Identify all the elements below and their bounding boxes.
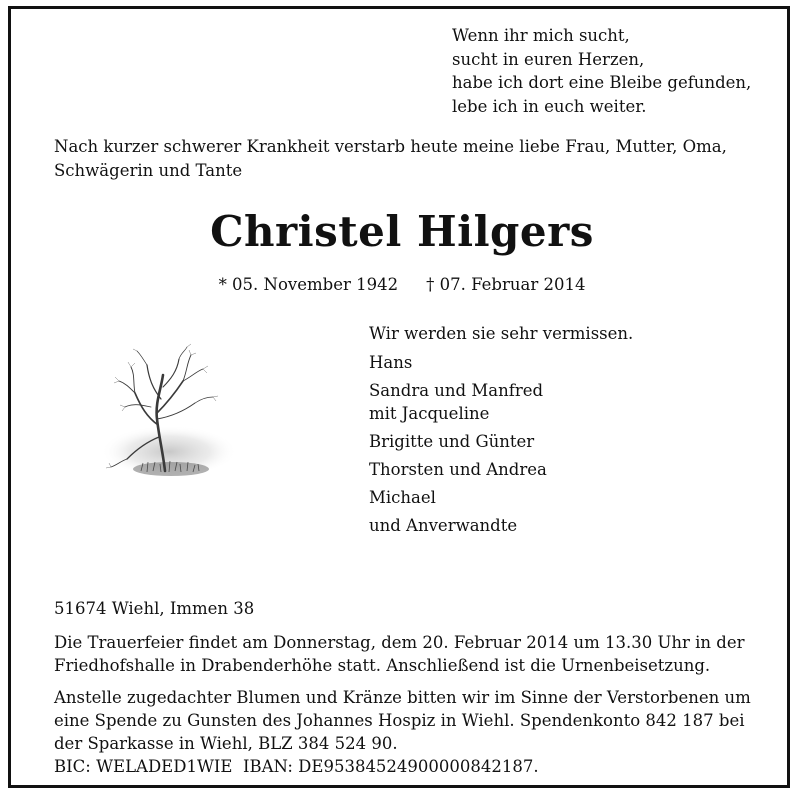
mourner-name: und Anverwandte [369,516,518,535]
donation-line: eine Spende zu Gunsten des Johannes Hospiz in Wiehl. Spendenkonto 842 187 bei [54,711,745,730]
donation-line: Anstelle zugedachter Blumen und Kränze bitten wir im Sinne der Verstorbenen um [54,688,751,707]
poem [452,24,751,118]
intro-line: Nach kurzer schwerer Krankheit verstarb heute meine liebe Frau, Mutter, Oma, [54,137,727,156]
mourner-entry [369,458,633,481]
mourner-name: Sandra und Manfred [369,381,544,400]
bank-details: BIC: WELADED1WIE IBAN: DE95384524900000842187. [54,757,539,776]
deceased-name: Christel Hilgers [210,207,594,256]
donation-notice [54,686,774,778]
mourner-entry [369,514,633,537]
life-dates [11,275,793,294]
address: 51674 Wiehl, Immen 38 [54,599,255,618]
ceremony-notice [54,631,774,677]
footer-info [54,597,774,778]
birth-date: * 05. November 1942 [218,275,399,294]
mourner-entry [369,351,633,374]
mourner-entry [369,430,633,453]
poem-line: Wenn ihr mich sucht, [452,26,630,45]
mourner-name: Brigitte und Günter [369,432,535,451]
tree-icon [91,341,241,491]
ceremony-line: Friedhofshalle in Drabenderhöhe statt. Anschließend ist die Urnenbeisetzung. [54,656,711,675]
mourners-message: Wir werden sie sehr vermissen. [369,324,634,343]
poem-line: habe ich dort eine Bleibe gefunden, [452,73,752,92]
mourner-entry [369,379,633,425]
obituary-frame [8,6,790,788]
intro-text [54,135,754,183]
mourner-entry [369,486,633,509]
ceremony-line: Die Trauerfeier findet am Donnerstag, dem 20. Februar 2014 um 13.30 Uhr in der [54,633,745,652]
poem-line: lebe ich in euch weiter. [452,96,647,116]
mourner-name: Hans [369,353,413,372]
intro-line: Schwägerin und Tante [54,161,243,180]
mourner-name: Michael [369,488,436,507]
mourner-name: Thorsten und Andrea [369,460,547,479]
donation-line: der Sparkasse in Wiehl, BLZ 384 524 90. [54,734,398,753]
poem-line: sucht in euren Herzen, [452,49,645,69]
death-date: † 07. Februar 2014 [426,275,586,294]
mourner-name: mit Jacqueline [369,404,490,423]
mourners [369,322,633,542]
